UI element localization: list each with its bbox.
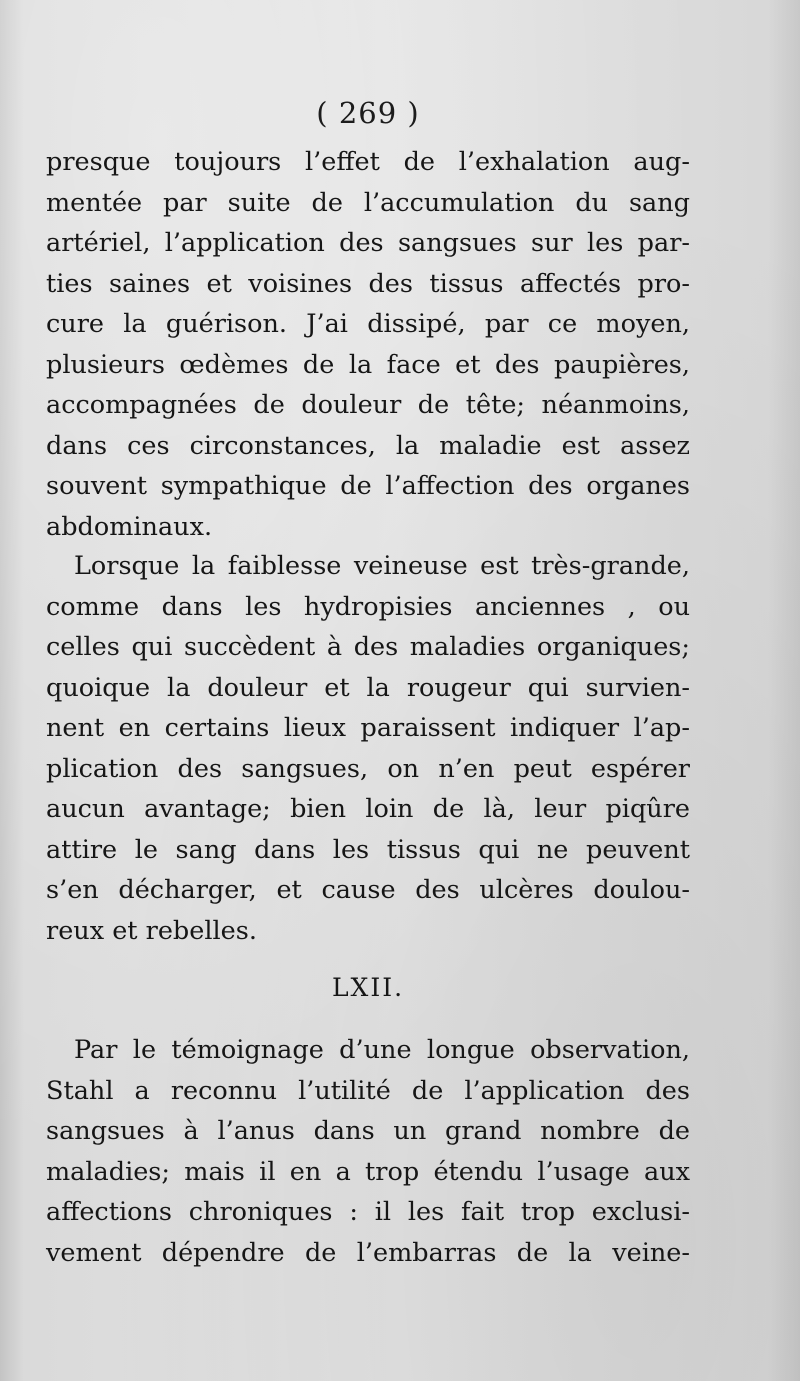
paragraph-2 — [46, 546, 690, 951]
text-line: Par le témoignage d’une longue observation, — [74, 1035, 690, 1065]
text-line: Stahl a reconnu l’utilité de l’application des — [46, 1075, 690, 1106]
text-line: quoique la douleur et la rougeur qui survien- — [46, 672, 690, 703]
text-line: accompagnées de douleur de tête; néanmoins, — [46, 390, 690, 420]
text-line: presque toujours l’effet de l’exhalation aug- — [46, 147, 690, 177]
paragraph-3 — [46, 1030, 690, 1273]
text-line: mentée par suite de l’accumulation du sang — [46, 187, 690, 218]
text-line: Lorsque la faiblesse veineuse est très-grande, — [74, 551, 690, 581]
text-line: souvent sympathique de l’affection des organes — [46, 471, 690, 501]
text-line: attire le sang dans les tissus qui ne peuvent — [46, 834, 690, 865]
text-line: maladies; mais il en a trop étendu l’usage aux — [46, 1156, 690, 1187]
text-line: ties saines et voisines des tissus affectés pro- — [46, 268, 690, 299]
text-line: reux et rebelles. — [46, 915, 257, 946]
text-line: artériel, l’application des sangsues sur les par- — [46, 228, 690, 258]
text-line: aucun avantage; bien loin de là, leur piqûre — [46, 794, 690, 824]
text-line: cure la guérison. J’ai dissipé, par ce moyen, — [46, 309, 690, 339]
text-line: sangsues à l’anus dans un grand nombre de — [46, 1116, 690, 1146]
text-line: plusieurs œdèmes de la face et des paupières, — [46, 349, 690, 380]
text-line: dans ces circonstances, la maladie est assez — [46, 430, 690, 461]
text-line: affections chroniques : il les fait trop exclusi- — [46, 1197, 690, 1227]
section-heading: LXII. — [331, 973, 405, 1002]
text-line: s’en décharger, et cause des ulcères doulou- — [46, 875, 690, 905]
text-line: comme dans les hydropisies anciennes , ou — [46, 591, 690, 622]
text-line: plication des sangsues, on n’en peut espérer — [46, 753, 690, 784]
page-number: ( 269 ) — [316, 96, 420, 130]
text-line: vement dépendre de l’embarras de la veine- — [46, 1237, 690, 1268]
paragraph-1 — [46, 142, 690, 547]
text-line: celles qui succèdent à des maladies organiques; — [46, 632, 690, 662]
text-line: abdominaux. — [46, 511, 213, 542]
text-line: nent en certains lieux paraissent indiquer l’ap- — [46, 713, 690, 743]
